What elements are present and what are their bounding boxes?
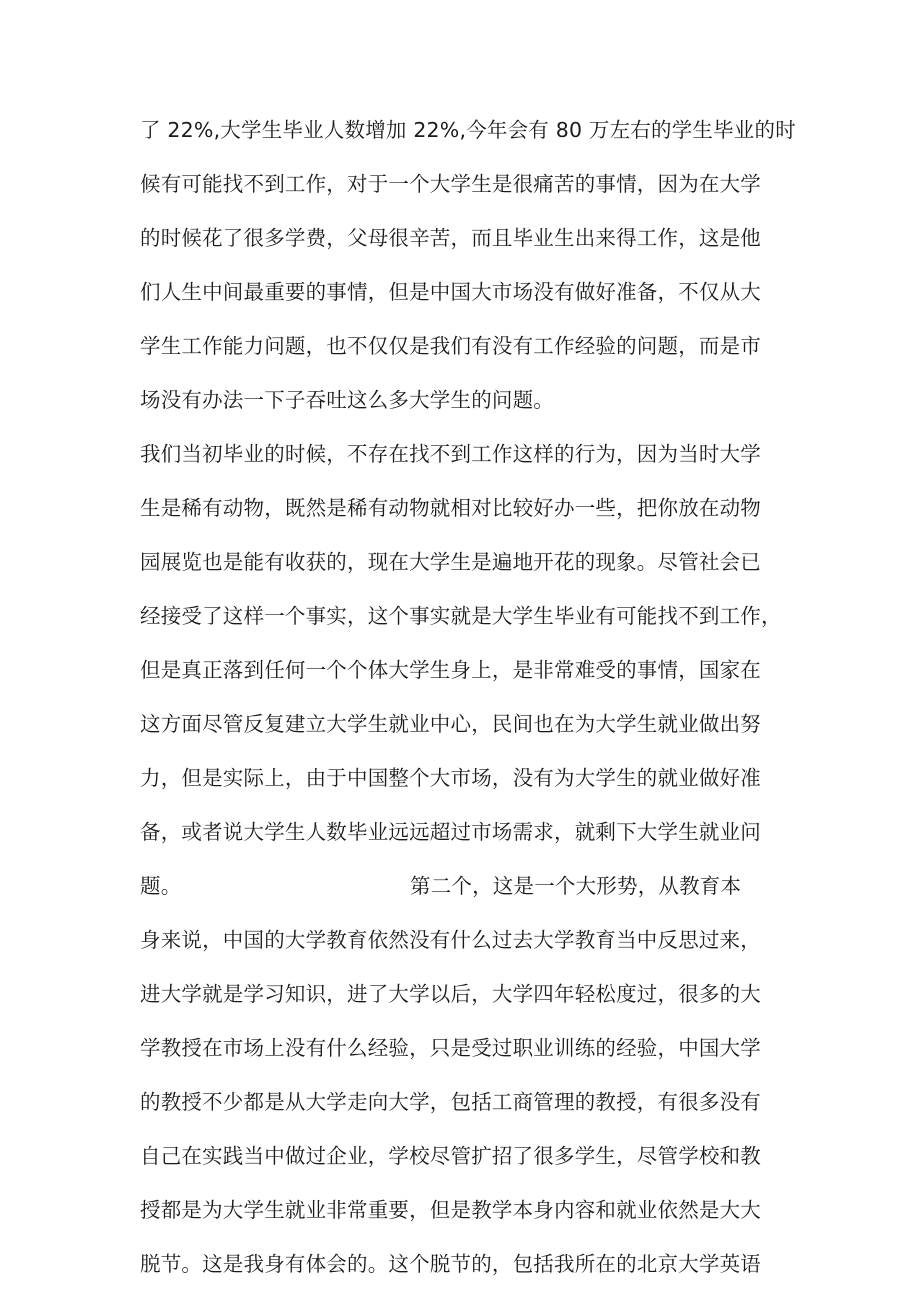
paragraph-line: 学生工作能力问题，也不仅仅是我们有没有工作经验的问题，而是市 [140,334,761,358]
paragraph-line: 题。 [140,874,182,898]
paragraph-line: 但是真正落到任何一个个体大学生身上，是非常难受的事情，国家在 [140,658,761,682]
paragraph-line: 我们当初毕业的时候，不存在找不到工作这样的行为，因为当时大学 [140,442,761,466]
paragraph-line: 的时候花了很多学费，父母很辛苦，而且毕业生出来得工作，这是他 [140,226,761,250]
paragraph-line: 园展览也是能有收获的，现在大学生是遍地开花的现象。尽管社会已 [140,550,761,574]
paragraph-line: 第二个，这是一个大形势，从教育本 [410,874,742,898]
paragraph-line: 进大学就是学习知识，进了大学以后，大学四年轻松度过，很多的大 [140,982,761,1006]
paragraph-line: 生是稀有动物，既然是稀有动物就相对比较好办一些，把你放在动物 [140,496,761,520]
paragraph-line: 了 22%,大学生毕业人数增加 22%,今年会有 80 万左右的学生毕业的时 [140,118,796,142]
paragraph-line: 候有可能找不到工作，对于一个大学生是很痛苦的事情，因为在大学 [140,172,761,196]
paragraph-line: 备，或者说大学生人数毕业远远超过市场需求，就剩下大学生就业问 [140,820,761,844]
paragraph-line: 脱节。这是我身有体会的。这个脱节的，包括我所在的北京大学英语 [140,1252,761,1276]
paragraph-line: 场没有办法一下子吞吐这么多大学生的问题。 [140,388,554,412]
paragraph-line: 自己在实践当中做过企业，学校尽管扩招了很多学生，尽管学校和教 [140,1144,761,1168]
paragraph-line: 们人生中间最重要的事情，但是中国大市场没有做好准备，不仅从大 [140,280,761,304]
paragraph-line: 经接受了这样一个事实，这个事实就是大学生毕业有可能找不到工作， [140,604,782,628]
paragraph-line: 的教授不少都是从大学走向大学，包括工商管理的教授，有很多没有 [140,1090,761,1114]
paragraph-line: 身来说，中国的大学教育依然没有什么过去大学教育当中反思过来， [140,928,761,952]
paragraph-line: 力，但是实际上，由于中国整个大市场，没有为大学生的就业做好准 [140,766,761,790]
paragraph-line: 学教授在市场上没有什么经验，只是受过职业训练的经验，中国大学 [140,1036,761,1060]
paragraph-line: 授都是为大学生就业非常重要，但是教学本身内容和就业依然是大大 [140,1198,761,1222]
paragraph-line: 这方面尽管反复建立大学生就业中心，民间也在为大学生就业做出努 [140,712,761,736]
